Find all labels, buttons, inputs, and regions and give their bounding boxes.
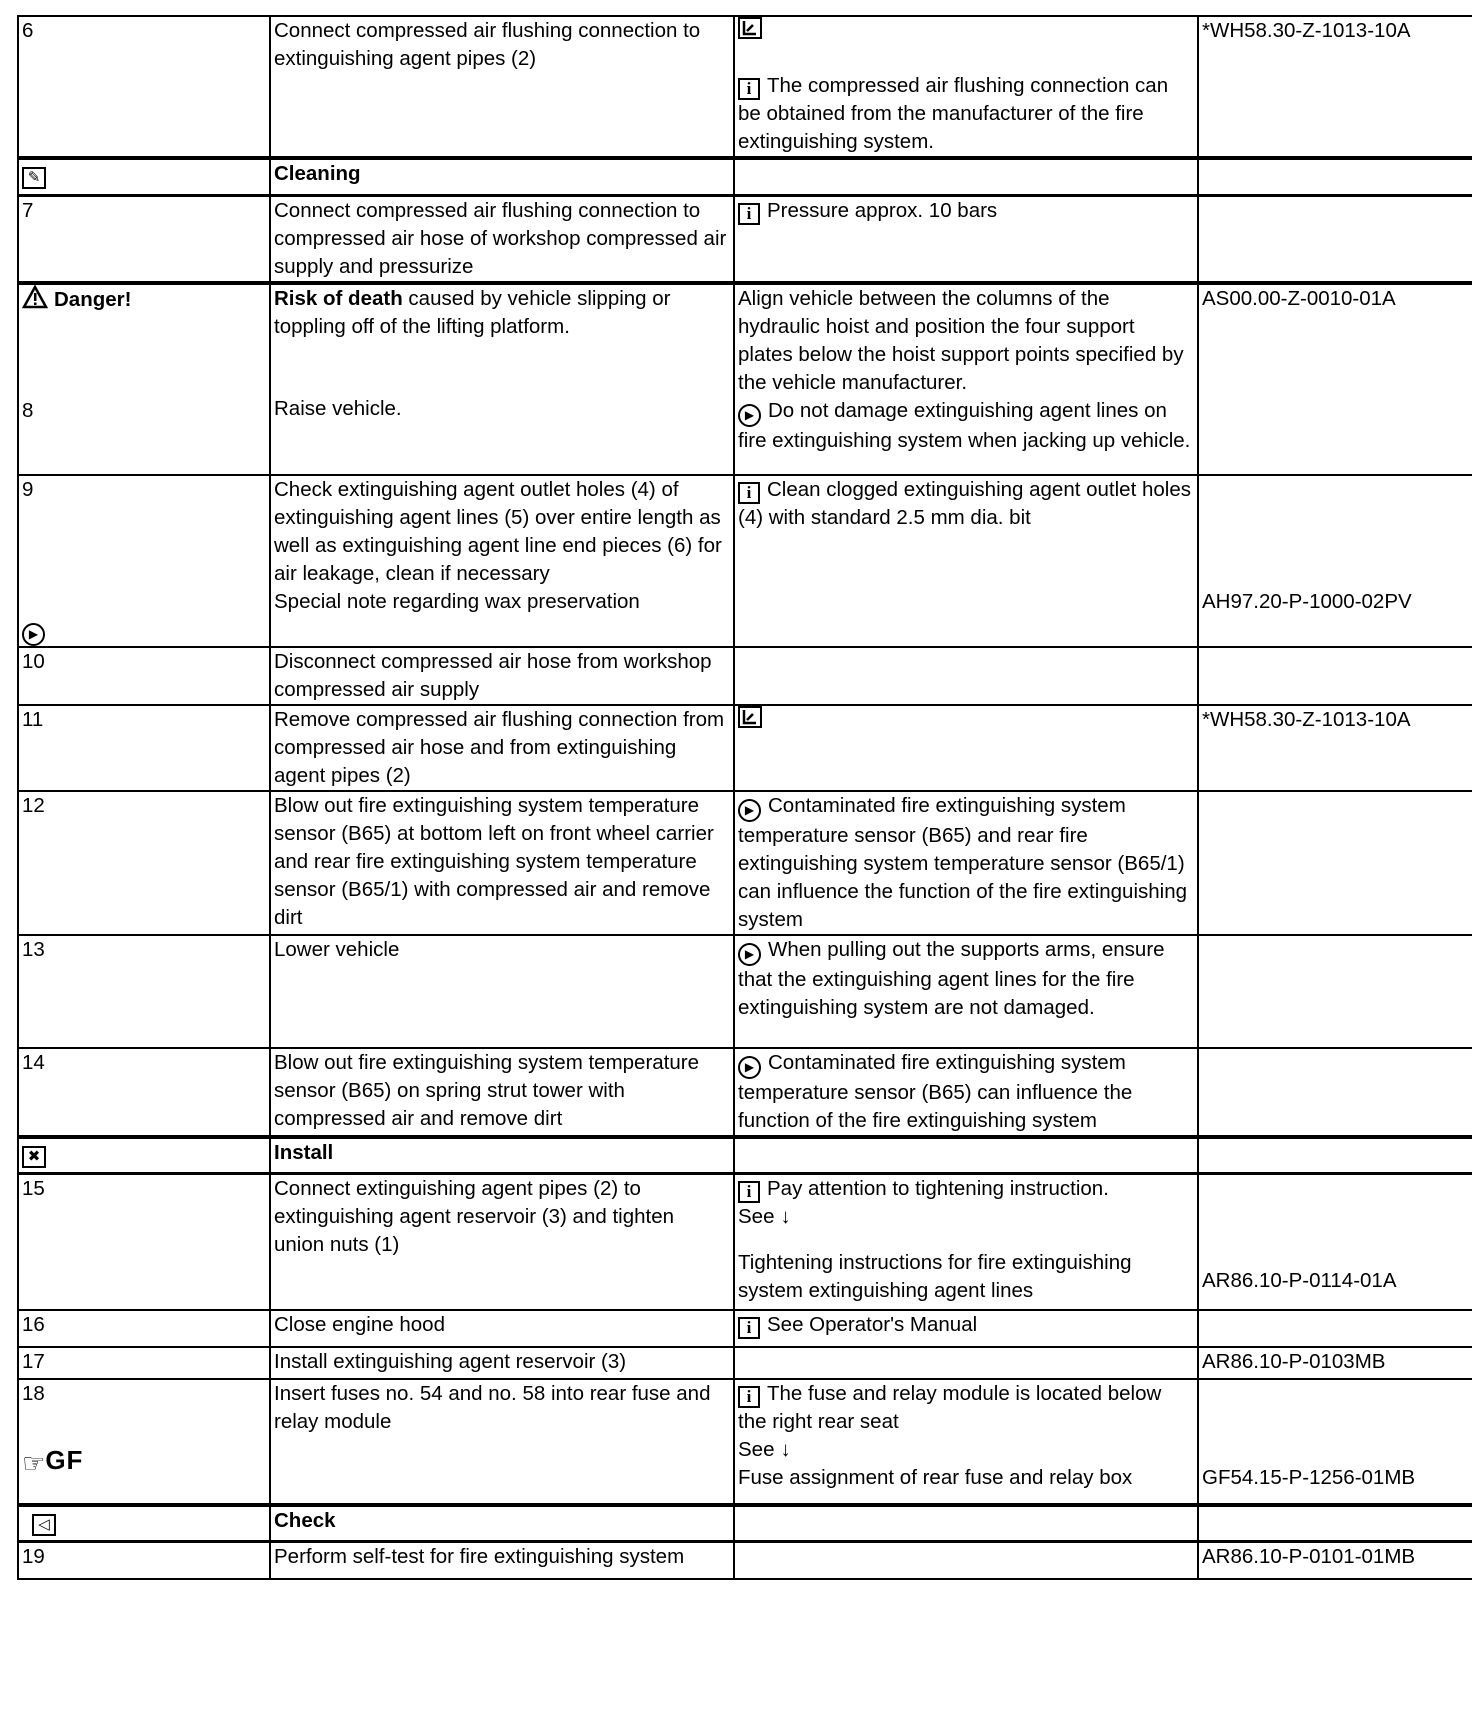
table-row — [18, 195, 1472, 283]
arrow-down-icon: ↓ — [780, 1437, 791, 1461]
danger-label: Danger! — [54, 287, 132, 311]
info-icon: i — [738, 1386, 760, 1408]
note-text: Clean clogged extinguishing agent outlet holes (4) with standard 2.5 mm dia. bit — [738, 477, 1191, 529]
step-action: Disconnect compressed air hose from workshop compressed air supply — [270, 647, 734, 705]
risk-text: caused by vehicle slipping or toppling off of the lifting platform. — [274, 286, 671, 338]
step-note — [734, 195, 1198, 283]
note-text: See Operator's Manual — [767, 1312, 978, 1336]
step-action-secondary: Special note regarding wax preservation — [274, 589, 640, 613]
step-action: Blow out fire extinguishing system temperature sensor (B65) at bottom left on front wheel carrier and rear fire extinguishing system temperature sensor (B65/1) with compressed air and remove dirt — [270, 791, 734, 935]
step-note — [734, 16, 1198, 158]
info-icon: i — [738, 78, 760, 100]
step-number: 9 — [22, 477, 34, 501]
note-text: Pay attention to tightening instruction. — [767, 1177, 1109, 1200]
step-number: 13 — [18, 935, 270, 1048]
risk-title: Risk of death — [274, 286, 403, 310]
step-action: Lower vehicle — [270, 935, 734, 1048]
gf-badge: GF — [45, 1444, 84, 1475]
table-row — [18, 1379, 1472, 1505]
section-row — [18, 158, 1472, 195]
caution-stop-icon: ▶ — [738, 799, 761, 822]
step-number: 15 — [18, 1174, 270, 1310]
table-row — [18, 16, 1472, 158]
pointing-hand-icon: ☞ — [22, 1447, 46, 1478]
step-action: Remove compressed air flushing connection from compressed air hose and from extinguishing agent pipes (2) — [270, 705, 734, 791]
note-text: Align vehicle between the columns of the hydraulic hoist and position the four support plates below the hoist support points specified by the vehicle manufacturer. — [738, 286, 1184, 394]
caution-stop-icon: ▶ — [738, 1056, 761, 1079]
see-label: See — [738, 1437, 775, 1461]
cleaning-icon: ✎ — [22, 167, 46, 189]
table-row — [18, 791, 1472, 935]
procedure-table — [17, 15, 1472, 1580]
special-tool-icon — [738, 706, 762, 728]
step-action: Insert fuses no. 54 and no. 58 into rear fuse and relay module — [270, 1379, 734, 1505]
step-note — [734, 1048, 1198, 1137]
table-row — [18, 475, 1472, 647]
arrow-down-icon: ↓ — [780, 1205, 791, 1228]
danger-triangle-icon — [22, 285, 48, 309]
note-text: The fuse and relay module is located below the right rear seat — [738, 1381, 1162, 1433]
note-text: The compressed air flushing connection can be obtained from the manufacturer of the fire extinguishing system. — [738, 74, 1169, 153]
step-action: Raise vehicle. — [274, 396, 402, 420]
step-number: 14 — [18, 1048, 270, 1137]
step-note — [734, 935, 1198, 1048]
note-text: Pressure approx. 10 bars — [767, 198, 998, 222]
check-icon: ◁ — [32, 1514, 56, 1536]
table-row — [18, 1174, 1472, 1310]
info-icon: i — [738, 1317, 760, 1339]
section-row — [18, 1505, 1472, 1542]
reference-link[interactable]: AH97.20-P-1000-02PV — [1202, 589, 1412, 613]
step-note — [734, 791, 1198, 935]
caution-stop-icon: ▶ — [22, 623, 45, 646]
table-row — [18, 1310, 1472, 1347]
step-number: 10 — [18, 647, 270, 705]
caution-text: When pulling out the supports arms, ensure that the extinguishing agent lines for the fire extinguishing system are not damaged. — [738, 937, 1165, 1019]
step-number: 7 — [18, 195, 270, 283]
reference-link[interactable]: AR86.10-P-0114-01A — [1202, 1269, 1397, 1292]
step-action: Blow out fire extinguishing system temperature sensor (B65) on spring strut tower with compressed air and remove dirt — [270, 1048, 734, 1137]
step-action: Connect extinguishing agent pipes (2) to extinguishing agent reservoir (3) and tighten union nuts (1) — [270, 1174, 734, 1310]
info-icon: i — [738, 1181, 760, 1203]
info-icon: i — [738, 482, 760, 504]
reference-link[interactable]: AR86.10-P-0103MB — [1198, 1347, 1472, 1379]
table-row — [18, 1347, 1472, 1379]
table-row — [18, 705, 1472, 791]
step-action: Perform self-test for fire extinguishing system — [270, 1542, 734, 1579]
step-action: Connect compressed air flushing connection to compressed air hose of workshop compressed air supply and pressurize — [270, 195, 734, 283]
caution-text: Contaminated fire extinguishing system temperature sensor (B65) can influence the function of the fire extinguishing system — [738, 1050, 1133, 1132]
step-action: Close engine hood — [270, 1310, 734, 1347]
reference-link[interactable]: GF54.15-P-1256-01MB — [1202, 1465, 1416, 1489]
section-row — [18, 1137, 1472, 1174]
step-note — [734, 475, 1198, 647]
step-action: Install extinguishing agent reservoir (3) — [270, 1347, 734, 1379]
step-number: 11 — [18, 705, 270, 791]
reference-link[interactable]: *WH58.30-Z-1013-10A — [1198, 705, 1472, 791]
step-number: 18 — [22, 1381, 45, 1405]
table-row — [18, 647, 1472, 705]
section-title: Cleaning — [270, 158, 734, 195]
reference-link[interactable]: AS00.00-Z-0010-01A — [1198, 283, 1472, 475]
step-number: 12 — [18, 791, 270, 935]
install-icon: ✖ — [22, 1146, 46, 1168]
table-row — [18, 935, 1472, 1048]
section-title: Install — [270, 1137, 734, 1174]
special-tool-icon — [738, 17, 762, 39]
step-number: 8 — [22, 398, 34, 422]
reference-link[interactable]: *WH58.30-Z-1013-10A — [1198, 16, 1472, 158]
table-row — [18, 1048, 1472, 1137]
step-number: 16 — [18, 1310, 270, 1347]
step-number: 19 — [18, 1542, 270, 1579]
table-row — [18, 283, 1472, 475]
see-label: See — [738, 1205, 775, 1228]
caution-stop-icon: ▶ — [738, 943, 761, 966]
section-title: Check — [270, 1505, 734, 1542]
caution-stop-icon: ▶ — [738, 404, 761, 427]
step-number: 6 — [18, 16, 270, 158]
step-action: Check extinguishing agent outlet holes (4) of extinguishing agent lines (5) over entire length as well as extinguishing agent line end pieces (6) for air leakage, clean if necessary — [274, 477, 722, 585]
step-number: 17 — [18, 1347, 270, 1379]
step-note — [734, 1310, 1198, 1347]
reference-title: Fuse assignment of rear fuse and relay box — [738, 1465, 1133, 1489]
caution-text: Do not damage extinguishing agent lines on fire extinguishing system when jacking up vehicle. — [738, 398, 1191, 452]
reference-title: Tightening instructions for fire extinguishing system extinguishing agent lines — [738, 1251, 1132, 1302]
table-row — [18, 1542, 1472, 1579]
step-action: Connect compressed air flushing connection to extinguishing agent pipes (2) — [270, 16, 734, 158]
reference-link[interactable]: AR86.10-P-0101-01MB — [1198, 1542, 1472, 1579]
info-icon: i — [738, 203, 760, 225]
caution-text: Contaminated fire extinguishing system temperature sensor (B65) and rear fire extinguishing system temperature sensor (B65/1) can influence the function of the fire extinguishing system — [738, 793, 1188, 931]
